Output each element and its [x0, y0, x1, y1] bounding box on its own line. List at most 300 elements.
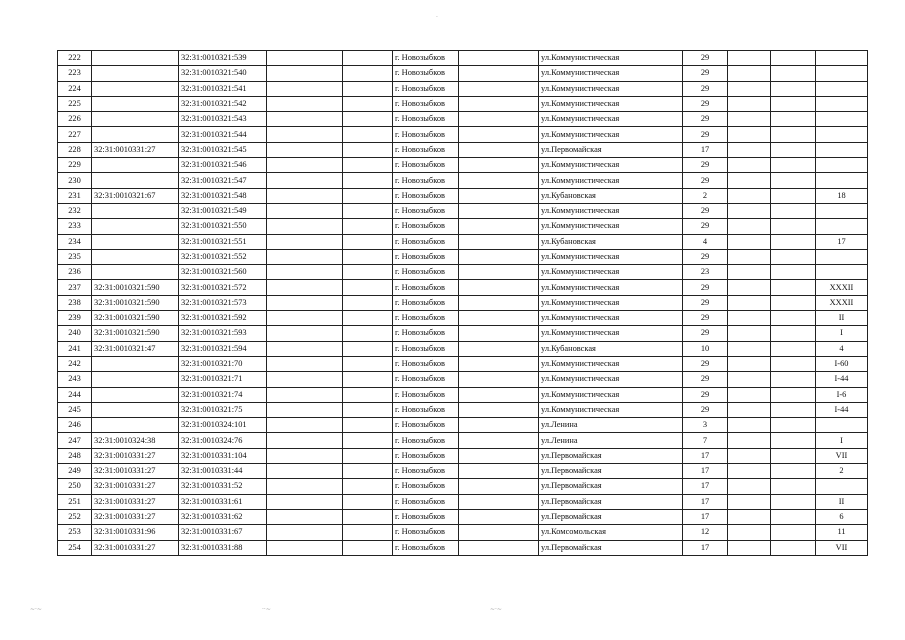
- empty-cell: [459, 341, 539, 356]
- table-row: [58, 387, 868, 402]
- premises-number-cell: [816, 96, 868, 111]
- table-row: [58, 402, 868, 417]
- source-cadastral-number-cell: 32:31:0010321:590: [92, 295, 179, 310]
- empty-cell: [771, 418, 816, 433]
- empty-cell: [267, 295, 343, 310]
- row-number-cell: 247: [58, 433, 92, 448]
- building-number-cell: 7: [683, 433, 728, 448]
- empty-cell: [771, 81, 816, 96]
- premises-number-cell: II: [816, 494, 868, 509]
- empty-cell: [459, 66, 539, 81]
- empty-cell: [343, 249, 393, 264]
- table-row: [58, 249, 868, 264]
- empty-cell: [728, 341, 771, 356]
- empty-cell: [728, 525, 771, 540]
- street-cell: ул.Первомайская: [539, 464, 683, 479]
- source-cadastral-number-cell: [92, 158, 179, 173]
- street-cell: ул.Коммунистическая: [539, 356, 683, 371]
- cadastral-number-cell: 32:31:0010321:70: [179, 356, 267, 371]
- source-cadastral-number-cell: 32:31:0010321:590: [92, 311, 179, 326]
- empty-cell: [728, 402, 771, 417]
- row-number-cell: 224: [58, 81, 92, 96]
- street-cell: ул.Первомайская: [539, 494, 683, 509]
- empty-cell: [771, 96, 816, 111]
- empty-cell: [267, 188, 343, 203]
- building-number-cell: 29: [683, 249, 728, 264]
- source-cadastral-number-cell: [92, 203, 179, 218]
- scan-speck: ·: [436, 14, 438, 21]
- source-cadastral-number-cell: [92, 265, 179, 280]
- empty-cell: [343, 326, 393, 341]
- empty-cell: [771, 509, 816, 524]
- row-number-cell: 231: [58, 188, 92, 203]
- premises-number-cell: [816, 127, 868, 142]
- empty-cell: [771, 280, 816, 295]
- empty-cell: [771, 479, 816, 494]
- locality-cell: г. Новозыбков: [393, 509, 459, 524]
- source-cadastral-number-cell: 32:31:0010331:27: [92, 448, 179, 463]
- empty-cell: [771, 372, 816, 387]
- empty-cell: [459, 402, 539, 417]
- source-cadastral-number-cell: [92, 96, 179, 111]
- table-row: [58, 540, 868, 555]
- premises-number-cell: [816, 112, 868, 127]
- source-cadastral-number-cell: 32:31:0010321:47: [92, 341, 179, 356]
- row-number-cell: 222: [58, 51, 92, 66]
- source-cadastral-number-cell: [92, 356, 179, 371]
- empty-cell: [771, 387, 816, 402]
- empty-cell: [771, 433, 816, 448]
- empty-cell: [728, 540, 771, 555]
- empty-cell: [771, 341, 816, 356]
- empty-cell: [771, 234, 816, 249]
- street-cell: ул.Комсомольская: [539, 525, 683, 540]
- empty-cell: [459, 540, 539, 555]
- premises-number-cell: VII: [816, 448, 868, 463]
- cadastral-number-cell: 32:31:0010321:572: [179, 280, 267, 295]
- empty-cell: [267, 112, 343, 127]
- street-cell: ул.Коммунистическая: [539, 249, 683, 264]
- locality-cell: г. Новозыбков: [393, 127, 459, 142]
- scan-speck: ~·~: [490, 606, 502, 613]
- cadastral-number-cell: 32:31:0010324:101: [179, 418, 267, 433]
- source-cadastral-number-cell: 32:31:0010331:27: [92, 464, 179, 479]
- cadastral-number-cell: 32:31:0010331:67: [179, 525, 267, 540]
- row-number-cell: 232: [58, 203, 92, 218]
- locality-cell: г. Новозыбков: [393, 249, 459, 264]
- street-cell: ул.Первомайская: [539, 509, 683, 524]
- empty-cell: [459, 265, 539, 280]
- row-number-cell: 251: [58, 494, 92, 509]
- empty-cell: [728, 479, 771, 494]
- locality-cell: г. Новозыбков: [393, 219, 459, 234]
- source-cadastral-number-cell: [92, 372, 179, 387]
- street-cell: ул.Коммунистическая: [539, 66, 683, 81]
- empty-cell: [771, 112, 816, 127]
- empty-cell: [771, 127, 816, 142]
- building-number-cell: 17: [683, 479, 728, 494]
- premises-number-cell: I-44: [816, 372, 868, 387]
- premises-number-cell: [816, 203, 868, 218]
- table-row: [58, 66, 868, 81]
- cadastral-number-cell: 32:31:0010321:542: [179, 96, 267, 111]
- empty-cell: [459, 112, 539, 127]
- street-cell: ул.Коммунистическая: [539, 372, 683, 387]
- row-number-cell: 242: [58, 356, 92, 371]
- empty-cell: [728, 219, 771, 234]
- premises-number-cell: 2: [816, 464, 868, 479]
- empty-cell: [728, 173, 771, 188]
- locality-cell: г. Новозыбков: [393, 81, 459, 96]
- cadastral-number-cell: 32:31:0010321:550: [179, 219, 267, 234]
- source-cadastral-number-cell: [92, 81, 179, 96]
- empty-cell: [343, 387, 393, 402]
- empty-cell: [343, 66, 393, 81]
- street-cell: ул.Коммунистическая: [539, 96, 683, 111]
- source-cadastral-number-cell: [92, 387, 179, 402]
- building-number-cell: 29: [683, 387, 728, 402]
- empty-cell: [728, 265, 771, 280]
- empty-cell: [343, 203, 393, 218]
- empty-cell: [771, 402, 816, 417]
- cadastral-number-cell: 32:31:0010321:545: [179, 142, 267, 157]
- empty-cell: [459, 525, 539, 540]
- table-row: [58, 525, 868, 540]
- empty-cell: [343, 479, 393, 494]
- source-cadastral-number-cell: [92, 418, 179, 433]
- empty-cell: [728, 464, 771, 479]
- empty-cell: [459, 280, 539, 295]
- premises-number-cell: 6: [816, 509, 868, 524]
- premises-number-cell: XXXII: [816, 280, 868, 295]
- source-cadastral-number-cell: [92, 219, 179, 234]
- empty-cell: [343, 51, 393, 66]
- locality-cell: г. Новозыбков: [393, 311, 459, 326]
- cadastral-number-cell: 32:31:0010331:61: [179, 494, 267, 509]
- row-number-cell: 229: [58, 158, 92, 173]
- premises-number-cell: [816, 158, 868, 173]
- row-number-cell: 234: [58, 234, 92, 249]
- premises-number-cell: [816, 66, 868, 81]
- row-number-cell: 239: [58, 311, 92, 326]
- empty-cell: [267, 525, 343, 540]
- empty-cell: [267, 142, 343, 157]
- street-cell: ул.Кубановская: [539, 341, 683, 356]
- source-cadastral-number-cell: [92, 402, 179, 417]
- cadastral-number-cell: 32:31:0010324:76: [179, 433, 267, 448]
- street-cell: ул.Первомайская: [539, 479, 683, 494]
- empty-cell: [459, 51, 539, 66]
- premises-number-cell: [816, 51, 868, 66]
- table-row: [58, 448, 868, 463]
- empty-cell: [343, 295, 393, 310]
- table-row: [58, 326, 868, 341]
- empty-cell: [267, 464, 343, 479]
- table-row: [58, 96, 868, 111]
- cadastral-number-cell: 32:31:0010331:88: [179, 540, 267, 555]
- empty-cell: [771, 203, 816, 218]
- empty-cell: [771, 464, 816, 479]
- street-cell: ул.Коммунистическая: [539, 112, 683, 127]
- locality-cell: г. Новозыбков: [393, 479, 459, 494]
- row-number-cell: 245: [58, 402, 92, 417]
- cadastral-number-cell: 32:31:0010321:552: [179, 249, 267, 264]
- empty-cell: [771, 525, 816, 540]
- empty-cell: [343, 219, 393, 234]
- premises-number-cell: I: [816, 326, 868, 341]
- empty-cell: [771, 173, 816, 188]
- street-cell: ул.Первомайская: [539, 540, 683, 555]
- building-number-cell: 12: [683, 525, 728, 540]
- premises-number-cell: I: [816, 433, 868, 448]
- source-cadastral-number-cell: [92, 127, 179, 142]
- row-number-cell: 244: [58, 387, 92, 402]
- table-row: [58, 234, 868, 249]
- table-row: [58, 81, 868, 96]
- table-row: [58, 494, 868, 509]
- cadastral-number-cell: 32:31:0010321:551: [179, 234, 267, 249]
- building-number-cell: 17: [683, 464, 728, 479]
- empty-cell: [459, 249, 539, 264]
- building-number-cell: 23: [683, 265, 728, 280]
- table-row: [58, 356, 868, 371]
- building-number-cell: 17: [683, 494, 728, 509]
- row-number-cell: 250: [58, 479, 92, 494]
- empty-cell: [459, 96, 539, 111]
- cadastral-number-cell: 32:31:0010321:75: [179, 402, 267, 417]
- empty-cell: [459, 219, 539, 234]
- empty-cell: [343, 525, 393, 540]
- premises-number-cell: [816, 249, 868, 264]
- premises-number-cell: VII: [816, 540, 868, 555]
- building-number-cell: 2: [683, 188, 728, 203]
- locality-cell: г. Новозыбков: [393, 158, 459, 173]
- empty-cell: [343, 509, 393, 524]
- locality-cell: г. Новозыбков: [393, 540, 459, 555]
- street-cell: ул.Ленина: [539, 433, 683, 448]
- locality-cell: г. Новозыбков: [393, 142, 459, 157]
- row-number-cell: 230: [58, 173, 92, 188]
- empty-cell: [267, 158, 343, 173]
- empty-cell: [728, 96, 771, 111]
- empty-cell: [343, 112, 393, 127]
- table-row: [58, 433, 868, 448]
- source-cadastral-number-cell: [92, 66, 179, 81]
- building-number-cell: 29: [683, 311, 728, 326]
- source-cadastral-number-cell: [92, 249, 179, 264]
- empty-cell: [343, 372, 393, 387]
- row-number-cell: 253: [58, 525, 92, 540]
- empty-cell: [343, 448, 393, 463]
- empty-cell: [343, 173, 393, 188]
- empty-cell: [728, 509, 771, 524]
- locality-cell: г. Новозыбков: [393, 51, 459, 66]
- empty-cell: [459, 326, 539, 341]
- empty-cell: [267, 234, 343, 249]
- empty-cell: [459, 311, 539, 326]
- cadastral-number-cell: 32:31:0010321:541: [179, 81, 267, 96]
- empty-cell: [267, 265, 343, 280]
- row-number-cell: 252: [58, 509, 92, 524]
- empty-cell: [343, 265, 393, 280]
- locality-cell: г. Новозыбков: [393, 173, 459, 188]
- empty-cell: [728, 203, 771, 218]
- row-number-cell: 254: [58, 540, 92, 555]
- empty-cell: [267, 387, 343, 402]
- empty-cell: [771, 249, 816, 264]
- row-number-cell: 227: [58, 127, 92, 142]
- table-row: [58, 418, 868, 433]
- row-number-cell: 233: [58, 219, 92, 234]
- empty-cell: [267, 356, 343, 371]
- row-number-cell: 223: [58, 66, 92, 81]
- empty-cell: [728, 81, 771, 96]
- locality-cell: г. Новозыбков: [393, 448, 459, 463]
- empty-cell: [459, 372, 539, 387]
- empty-cell: [728, 433, 771, 448]
- cadastral-number-cell: 32:31:0010321:549: [179, 203, 267, 218]
- empty-cell: [459, 188, 539, 203]
- empty-cell: [267, 494, 343, 509]
- empty-cell: [267, 326, 343, 341]
- locality-cell: г. Новозыбков: [393, 234, 459, 249]
- row-number-cell: 228: [58, 142, 92, 157]
- empty-cell: [343, 402, 393, 417]
- premises-number-cell: [816, 418, 868, 433]
- table-row: [58, 173, 868, 188]
- empty-cell: [459, 127, 539, 142]
- building-number-cell: 29: [683, 158, 728, 173]
- row-number-cell: 235: [58, 249, 92, 264]
- locality-cell: г. Новозыбков: [393, 402, 459, 417]
- row-number-cell: 226: [58, 112, 92, 127]
- table-row: [58, 158, 868, 173]
- building-number-cell: 29: [683, 127, 728, 142]
- empty-cell: [771, 326, 816, 341]
- street-cell: ул.Коммунистическая: [539, 311, 683, 326]
- building-number-cell: 17: [683, 448, 728, 463]
- source-cadastral-number-cell: 32:31:0010331:27: [92, 540, 179, 555]
- empty-cell: [728, 234, 771, 249]
- premises-number-cell: XXXII: [816, 295, 868, 310]
- scan-speck: ~·~: [30, 606, 42, 613]
- empty-cell: [728, 188, 771, 203]
- empty-cell: [459, 509, 539, 524]
- empty-cell: [267, 402, 343, 417]
- premises-number-cell: 11: [816, 525, 868, 540]
- row-number-cell: 241: [58, 341, 92, 356]
- empty-cell: [771, 66, 816, 81]
- street-cell: ул.Первомайская: [539, 448, 683, 463]
- empty-cell: [728, 295, 771, 310]
- row-number-cell: 238: [58, 295, 92, 310]
- empty-cell: [728, 448, 771, 463]
- empty-cell: [267, 96, 343, 111]
- empty-cell: [459, 142, 539, 157]
- building-number-cell: 29: [683, 173, 728, 188]
- table-row: [58, 372, 868, 387]
- empty-cell: [728, 127, 771, 142]
- premises-number-cell: [816, 219, 868, 234]
- empty-cell: [267, 249, 343, 264]
- premises-number-cell: [816, 479, 868, 494]
- cadastral-number-cell: 32:31:0010321:593: [179, 326, 267, 341]
- empty-cell: [728, 494, 771, 509]
- table-row: [58, 203, 868, 218]
- building-number-cell: 29: [683, 372, 728, 387]
- empty-cell: [771, 158, 816, 173]
- table-row: [58, 280, 868, 295]
- table-row: [58, 479, 868, 494]
- premises-number-cell: II: [816, 311, 868, 326]
- empty-cell: [459, 418, 539, 433]
- empty-cell: [728, 311, 771, 326]
- street-cell: ул.Коммунистическая: [539, 203, 683, 218]
- table-row: [58, 464, 868, 479]
- empty-cell: [728, 51, 771, 66]
- cadastral-number-cell: 32:31:0010331:104: [179, 448, 267, 463]
- empty-cell: [459, 464, 539, 479]
- source-cadastral-number-cell: 32:31:0010324:38: [92, 433, 179, 448]
- locality-cell: г. Новозыбков: [393, 280, 459, 295]
- empty-cell: [267, 479, 343, 494]
- empty-cell: [343, 234, 393, 249]
- building-number-cell: 29: [683, 66, 728, 81]
- empty-cell: [343, 127, 393, 142]
- locality-cell: г. Новозыбков: [393, 96, 459, 111]
- cadastral-number-cell: 32:31:0010331:62: [179, 509, 267, 524]
- empty-cell: [728, 280, 771, 295]
- building-number-cell: 29: [683, 326, 728, 341]
- building-number-cell: 17: [683, 509, 728, 524]
- table-row: [58, 142, 868, 157]
- table-row: [58, 188, 868, 203]
- empty-cell: [728, 387, 771, 402]
- row-number-cell: 225: [58, 96, 92, 111]
- street-cell: ул.Коммунистическая: [539, 81, 683, 96]
- table-row: [58, 265, 868, 280]
- empty-cell: [459, 387, 539, 402]
- empty-cell: [343, 433, 393, 448]
- building-number-cell: 17: [683, 540, 728, 555]
- street-cell: ул.Коммунистическая: [539, 402, 683, 417]
- street-cell: ул.Коммунистическая: [539, 51, 683, 66]
- empty-cell: [771, 142, 816, 157]
- empty-cell: [267, 372, 343, 387]
- building-number-cell: 29: [683, 51, 728, 66]
- empty-cell: [771, 265, 816, 280]
- cadastral-number-cell: 32:31:0010321:573: [179, 295, 267, 310]
- empty-cell: [267, 280, 343, 295]
- cadastral-number-cell: 32:31:0010321:548: [179, 188, 267, 203]
- empty-cell: [459, 158, 539, 173]
- empty-cell: [771, 311, 816, 326]
- building-number-cell: 3: [683, 418, 728, 433]
- locality-cell: г. Новозыбков: [393, 66, 459, 81]
- source-cadastral-number-cell: 32:31:0010331:27: [92, 142, 179, 157]
- empty-cell: [343, 280, 393, 295]
- empty-cell: [728, 326, 771, 341]
- empty-cell: [728, 142, 771, 157]
- street-cell: ул.Коммунистическая: [539, 127, 683, 142]
- empty-cell: [267, 219, 343, 234]
- locality-cell: г. Новозыбков: [393, 494, 459, 509]
- source-cadastral-number-cell: 32:31:0010321:590: [92, 280, 179, 295]
- empty-cell: [728, 418, 771, 433]
- empty-cell: [343, 188, 393, 203]
- locality-cell: г. Новозыбков: [393, 356, 459, 371]
- empty-cell: [343, 418, 393, 433]
